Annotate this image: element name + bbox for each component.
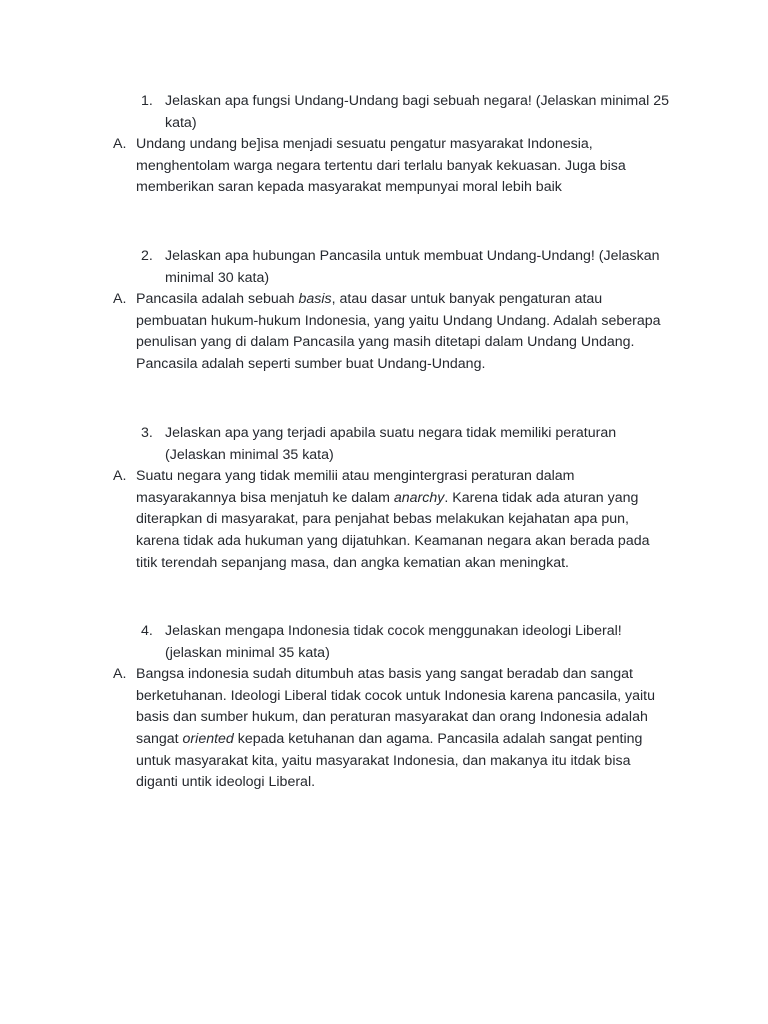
- answer-text: masyarakannya bisa menjatuh ke dalam: [136, 489, 394, 506]
- answer-line: titik terendah sepanjang masa, dan angka kematian akan meningkat.: [136, 554, 569, 571]
- answer-line: Pancasila adalah seperti sumber buat Undang-Undang.: [136, 356, 486, 372]
- answer-text: , atau dasar untuk banyak pengaturan atau: [331, 291, 603, 308]
- answer-line: berketuhanan. Ideologi Liberal tidak cocok untuk Indonesia karena pancasila, yaitu: [136, 687, 655, 704]
- answer-line: diterapkan di masyarakat, para penjahat bebas melakukan kejahatan apa pun,: [136, 511, 629, 528]
- question-line: (jelaskan minimal 35 kata): [165, 644, 330, 661]
- answer-line: menghentolam warga negara tertentu dari terlalu banyak kekuasan. Juga bisa: [136, 157, 626, 174]
- answer-emphasis: basis: [298, 291, 332, 308]
- question-line: Jelaskan apa hubungan Pancasila untuk membuat Undang-Undang! (Jelaskan: [165, 248, 660, 264]
- answer-marker: A.: [113, 468, 127, 485]
- answer-line: Bangsa indonesia sudah ditumbuh atas basis yang sangat beradab dan sangat: [136, 666, 633, 683]
- answer-text: Pancasila adalah sebuah: [136, 291, 299, 308]
- answer-line: untuk masyarakat kita, yaitu masyarakat Indonesia, dan makanya itu itdak bisa: [136, 752, 631, 769]
- question-line: kata): [165, 114, 197, 131]
- answer-marker: A.: [113, 291, 127, 308]
- answer-line: pembuatan hukum-hukum Indonesia, yang yaitu Undang Undang. Adalah seberapa: [136, 312, 661, 329]
- answer-line: [136, 729, 642, 751]
- question-number: 1.: [141, 93, 153, 109]
- answer-emphasis: oriented: [182, 731, 234, 747]
- answer-line: diganti untik ideologi Liberal.: [136, 774, 316, 791]
- answer-line: Suatu negara yang tidak memilii atau mengintergrasi peraturan dalam: [136, 468, 575, 485]
- answer-text: . Karena tidak ada aturan yang: [444, 489, 639, 506]
- question-line: Jelaskan mengapa Indonesia tidak cocok menggunakan ideologi Liberal!: [165, 623, 622, 639]
- question-line: Jelaskan apa yang terjadi apabila suatu negara tidak memiliki peraturan: [165, 425, 617, 441]
- answer-line: memberikan saran kepada masyarakat mempunyai moral lebih baik: [136, 179, 562, 196]
- answer-line: Undang undang be]isa menjadi sesuatu pengatur masyarakat Indonesia,: [136, 136, 593, 153]
- answer-line: penulisan yang di dalam Pancasila yang masih ditetapi dalam Undang Undang.: [136, 334, 635, 351]
- question-number: 4.: [141, 623, 153, 639]
- answer-text: kepada ketuhanan dan agama. Pancasila adalah sangat penting: [233, 731, 643, 747]
- question-number: 3.: [141, 425, 153, 441]
- answer-line: [136, 488, 638, 510]
- answer-line: basis dan sumber hukum, dan peraturan masyarakat dan orang Indonesia adalah: [136, 709, 648, 726]
- answer-line: [136, 289, 602, 311]
- answer-marker: A.: [113, 136, 127, 153]
- question-line: minimal 30 kata): [165, 269, 270, 286]
- answer-line: karena tidak ada hukuman yang dijatuhkan. Keamanan negara akan berada pada: [136, 533, 650, 549]
- answer-marker: A.: [113, 666, 127, 683]
- question-number: 2.: [141, 248, 153, 264]
- answer-emphasis: anarchy: [393, 489, 445, 506]
- answer-text: sangat: [136, 731, 183, 747]
- question-line: Jelaskan apa fungsi Undang-Undang bagi sebuah negara! (Jelaskan minimal 25: [165, 93, 669, 109]
- question-line: (Jelaskan minimal 35 kata): [165, 446, 334, 463]
